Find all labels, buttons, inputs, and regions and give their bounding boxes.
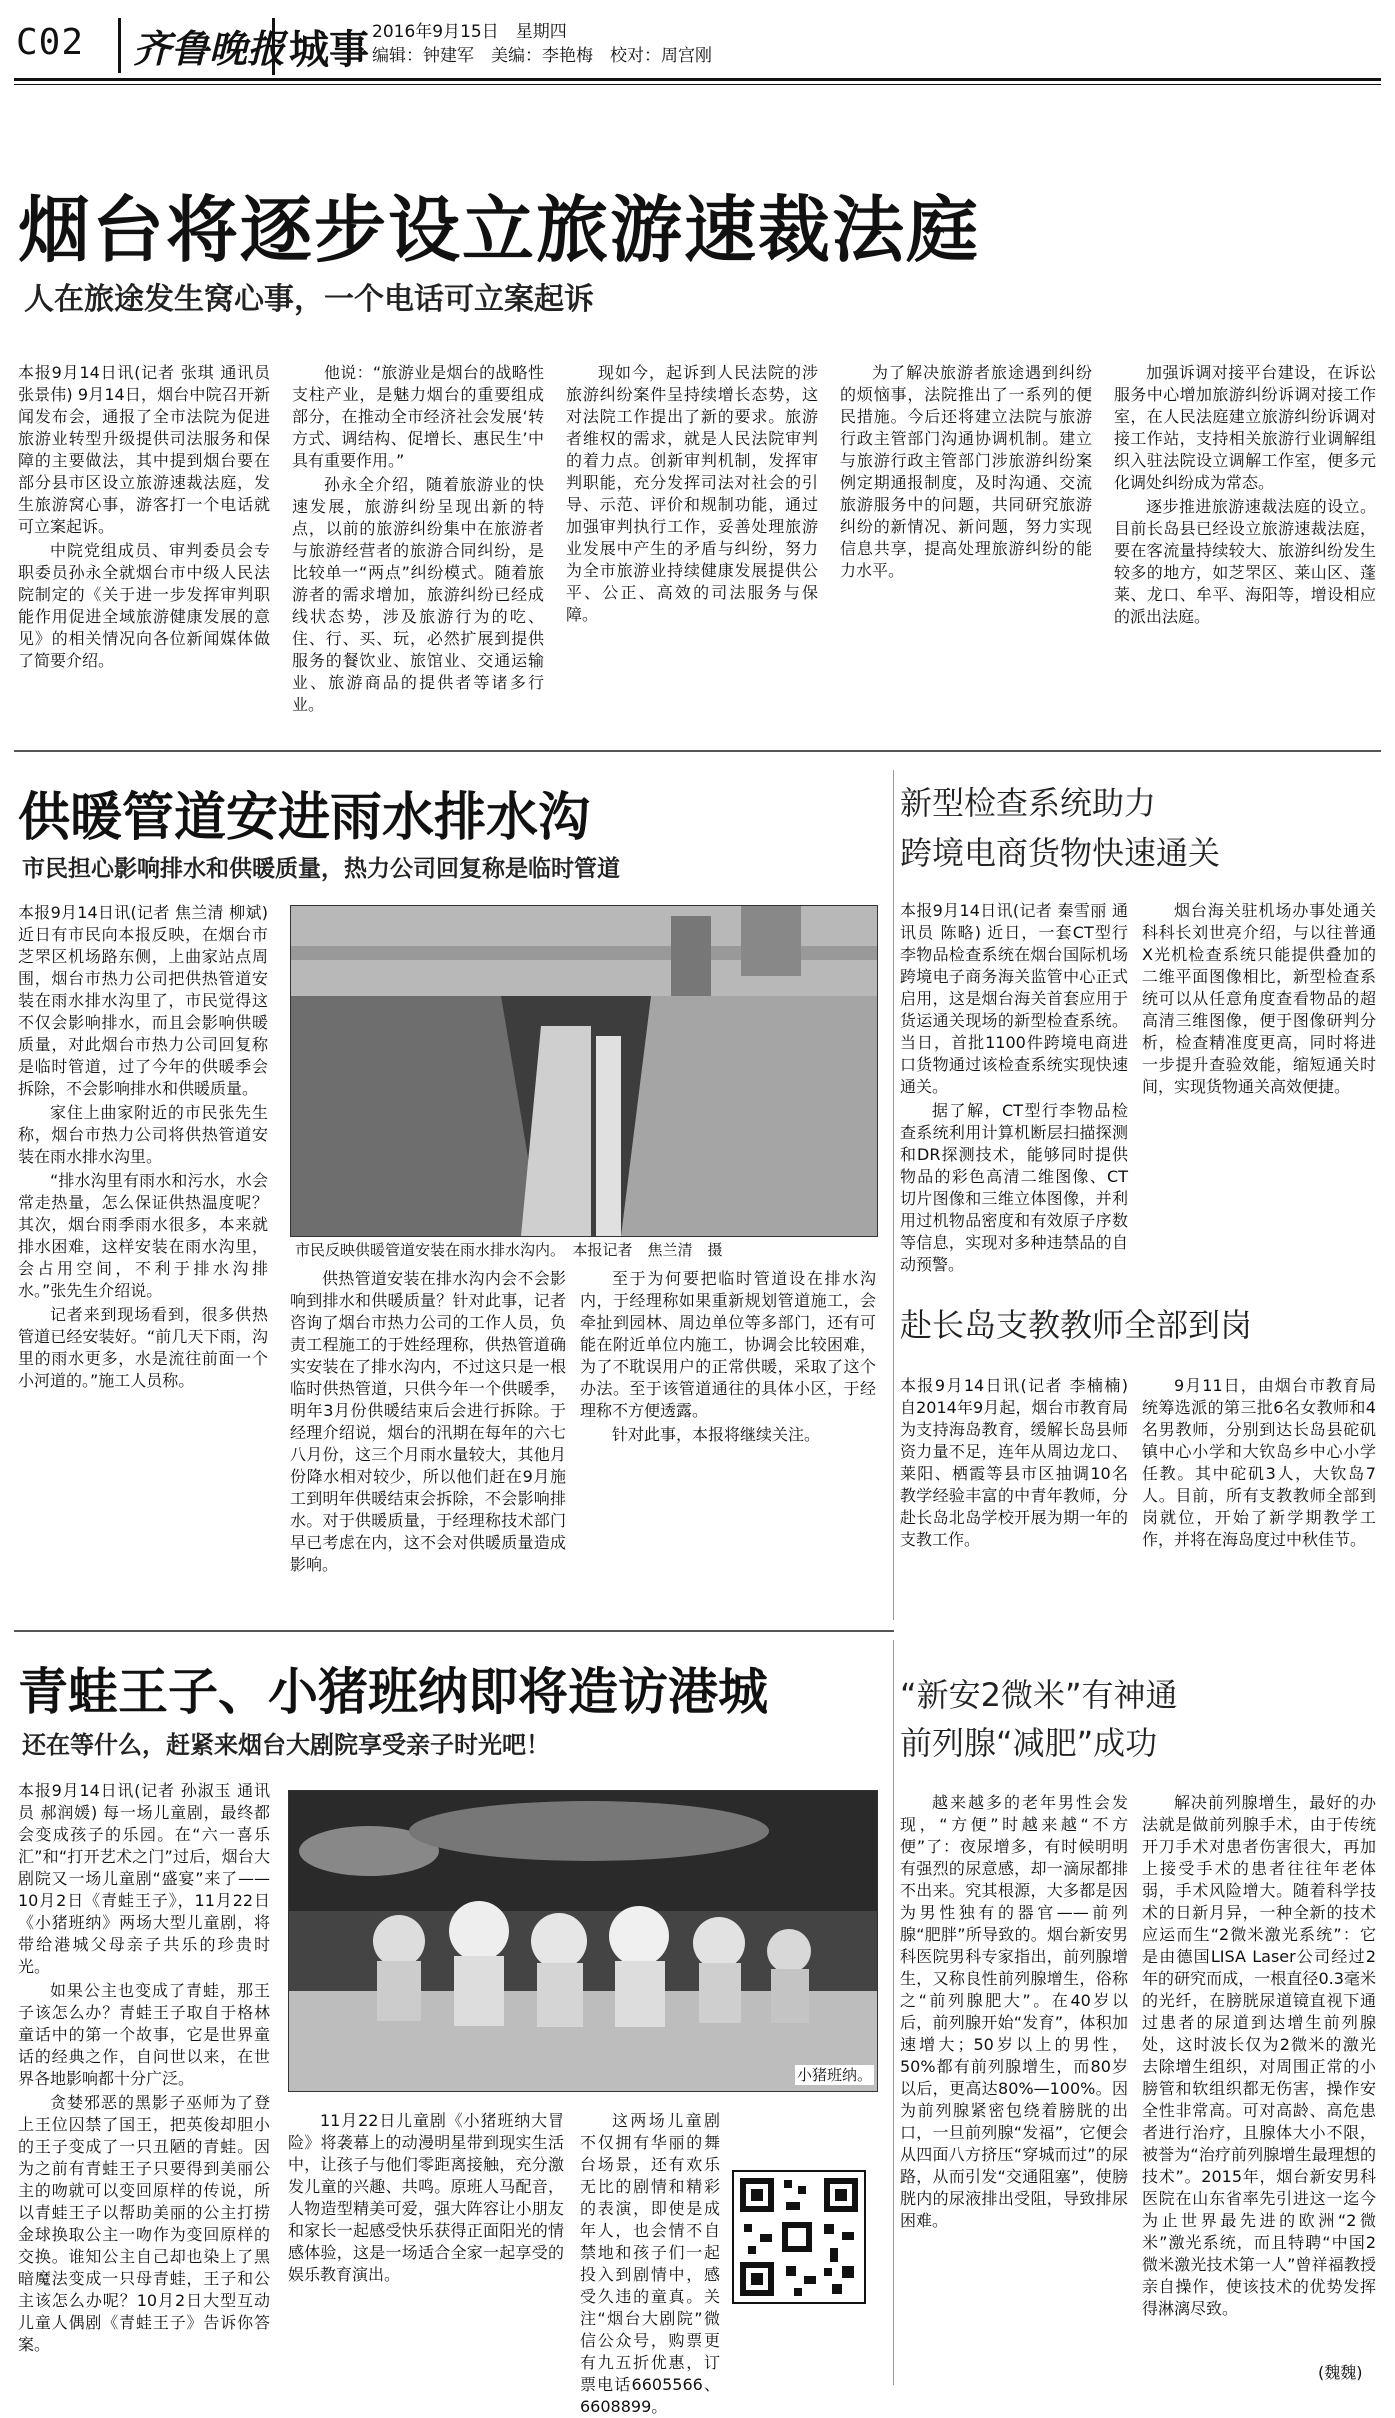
story2-para: 针对此事，本报将继续关注。	[612, 1425, 821, 1444]
story4-col1	[900, 1375, 1128, 1620]
story6-col1	[900, 1792, 1128, 2382]
story1-para: 加强诉调对接平台建设，在诉讼服务中心增加旅游纠纷诉调对接工作室，在人民法庭建立旅游纠纷诉调对接工作站，支持相关旅游行业调解组织入驻法院设立调解工作室，便多元化调处纠纷成为常态。	[1114, 363, 1376, 492]
qr-code-graphic	[734, 2172, 864, 2302]
story1-col2	[292, 362, 544, 732]
story2-para: “排水沟里有雨水和污水，水会常走热量，怎么保证供热温度呢？其次，烟台雨季雨水很多，本来就排水困难，这样安装在雨水沟里，会占用空间，不利于排水沟排水。”张先生介绍说。	[18, 1171, 268, 1300]
pipe-photo-illustration	[291, 906, 877, 1236]
story2-col3	[580, 1268, 876, 1598]
story1-col4	[840, 362, 1092, 732]
story5-para: 这两场儿童剧不仅拥有华丽的舞台场景，还有欢乐无比的剧情和精彩的表演，即使是成年人，也会情不自禁地和孩子们一起投入到剧情中，感受久违的童真。关注“烟台大剧院”微信公众号，购票更有九五折优惠，订票电话6605566、6608899。	[580, 2111, 720, 2416]
header-meta	[372, 20, 712, 68]
story5-para: 本报9月14日讯(记者 孙淑玉 通讯员 郝润媛) 每一场儿童剧，最终都会变成孩子的乐园。在“六一喜乐汇”和“打开艺术之门”过后，烟台大剧院又一场儿童剧“盛宴”来了——10月2日《青蛙王子》，11月22日《小猪班纳》两场大型儿童剧，将带给港城父母亲子共乐的珍贵时光。	[18, 1781, 270, 1976]
story1-col3	[566, 362, 818, 732]
issue-date: 2016年9月15日 星期四	[372, 22, 567, 42]
editor-credits: 编辑：钟建军 美编：李艳梅 校对：周宫刚	[372, 46, 712, 66]
qr-code	[732, 2170, 866, 2304]
story5-title: 青蛙王子、小猪班纳即将造访港城	[18, 1662, 768, 1721]
story2-para: 供热管道安装在排水沟内会不会影响到排水和供暖质量？针对此事，记者咨询了烟台市热力公司的工作人员，负责工程施工的于姓经理称，供热管道确实安装在了排水沟内，不过这只是一根临时供热管道，只供今年一个供暖季，明年3月份供暖结束后会进行拆除。于经理介绍说，烟台的汛期在每年的六七八月份，这三个月雨水量较大，其他月份降水相对较少，所以他们赶在9月施工到明年供暖结束会拆除，不会影响排水。对于供暖质量，于经理称技术部门早已考虑在内，这不会对供暖质量造成影响。	[290, 1269, 566, 1574]
stage-photo-illustration	[289, 1791, 877, 2091]
story5-col3	[580, 2110, 720, 2416]
story6-para: 解决前列腺增生，最好的办法就是做前列腺手术，由于传统开刀手术对患者伤害很大，再加上接受手术的患者往往年老体弱，手术风险增大。随着科学技术的日新月异，一种全新的技术应运而生“2微米激光系统”：它是由德国LISA Laser公司经过2年的研究而成，一根直径0.3毫米的光纤，在膀胱尿道镜直视下通过患者的尿道到达增生前列腺处，这时波长仅为2微米的激光去除增生组织，对周围正常的小膀管和软组织都无伤害，操作安全性非常高。可对高龄、高危患者进行治疗，且腺体大小不限，被誉为“治疗前列腺增生最理想的技术”。2015年，烟台新安男科医院在山东省率先引进这一迄今为止世界最先进的欧洲“2微米”激光系统，而且特聘“中国2微米激光技术第一人”曾祥福教授亲自操作，使该技术的优势发挥得淋漓尽致。	[1142, 1793, 1376, 2318]
story5-para: 如果公主也变成了青蛙，那王子该怎么办？青蛙王子取自于格林童话中的第一个故事，它是世界童话的经典之作，自问世以来，在世界各地影响都十分广泛。	[18, 1981, 270, 2088]
newspaper-logo: 齐鲁晚报	[118, 18, 285, 73]
story4-title: 赴长岛支教教师全部到岗	[900, 1306, 1253, 1344]
story1-col1	[18, 362, 270, 732]
story5-subtitle: 还在等什么，赶紧来烟台大剧院享受亲子时光吧！	[22, 1731, 550, 1759]
story1-subtitle: 人在旅途发生窝心事，一个电话可立案起诉	[24, 282, 594, 317]
story2-title: 供暖管道安进雨水排水沟	[18, 787, 591, 848]
story6-para: 越来越多的老年男性会发现，“方便”时越来越“不方便”了：夜尿增多，有时候明明有强烈的尿意感，却一滴尿都排不出来。究其根源，大多都是因为男性独有的器官——前列腺“肥胖”所导致的。烟台新安男科医院男科专家指出，前列腺增生，又称良性前列腺增生，俗称之“前列腺肥大”。在40岁以后，前列腺开始“发育”，体积加速增大；50岁以上的男性，50%都有前列腺增生，而80岁以后，更高达80%—100%。因为前列腺紧密包绕着膀胱的出口，一旦前列腺“发福”，它便会从四面八方挤压“穿城而过”的尿路，从而引发“交通阻塞”，使膀胱内的尿液排出受阻，导致排尿困难。	[900, 1793, 1128, 2230]
story2-col2	[290, 1268, 566, 1598]
story4-para: 9月11日，由烟台市教育局统筹选派的第三批6名女教师和4名男教师，分别到达长岛县砣矶镇中心小学和大钦岛乡中心小学任教。其中砣矶3人，大钦岛7人。目前，所有支教教师全部到岗就位，开始了新学期教学工作，并将在海岛度过中秋佳节。	[1142, 1376, 1376, 1549]
page-number: C02	[16, 22, 85, 63]
story5-col1	[18, 1780, 270, 2385]
story1-col5	[1114, 362, 1376, 732]
story5-col2	[288, 2110, 564, 2385]
section-divider	[14, 750, 1381, 752]
story6-title-line2: 前列腺“减肥”成功	[900, 1724, 1158, 1762]
story6-byline: (魏魏)	[1318, 2363, 1363, 2382]
story6-title-line1: “新安2微米”有神通	[900, 1676, 1178, 1714]
story5-para: 11月22日儿童剧《小猪班纳大冒险》将袭幕上的动漫明星带到现实生活中，让孩子与他们零距离接触，充分激发儿童的兴趣、共鸣。原班人马配音，人物造型精美可爱，强大阵容让小朋友和家长一起感受快乐获得正面阳光的情感体验，这是一场适合全家一起享受的娱乐教育演出。	[288, 2111, 564, 2284]
story3-title-line2: 跨境电商货物快速通关	[900, 834, 1221, 872]
story3-col1	[900, 900, 1128, 1295]
story1-para: 现如今，起诉到人民法院的涉旅游纠纷案件呈持续增长态势，这对法院工作提出了新的要求。旅游者维权的需求，就是人民法院审判的着力点。创新审判机制，发挥审判职能，充分发挥司法对社会的引导、示范、评价和规制功能，通过加强审判执行工作，妥善处理旅游业发展中产生的矛盾与纠纷，努力为全市旅游业持续健康发展提供公平、公正、高效的司法服务与保障。	[566, 363, 818, 624]
section-name: 城事	[272, 18, 369, 75]
story3-para: 据了解，CT型行李物品检查系统利用计算机断层扫描探测和DR探测技术，能够同时提供物品的彩色高清二维图像、CT切片图像和三维立体图像，并利用过机物品密度和有效原子序数等信息，实现对多种违禁品的自动预警。	[900, 1101, 1128, 1274]
section-divider	[14, 1630, 894, 1632]
story1-title: 烟台将逐步设立旅游速裁法庭	[18, 187, 981, 272]
story2-col1	[18, 902, 268, 1447]
story5-photo-caption: 小猪班纳。	[797, 2066, 873, 2084]
story2-subtitle: 市民担心影响排水和供暖质量，热力公司回复称是临时管道	[22, 856, 620, 882]
story2-photo-caption: 市民反映供暖管道安装在雨水排水沟内。 本报记者 焦兰清 摄	[295, 1241, 723, 1259]
story5-para: 贪婪邪恶的黑影子巫师为了登上王位囚禁了国王，把英俊却胆小的王子变成了一只丑陋的青蛙。因为之前有青蛙王子只要得到美丽公主的吻就可以变回原样的传说，所以青蛙王子以帮助美丽的公主打捞金球换取公主一吻作为变回原样的交换。谁知公主自己却也染上了黑暗魔法变成一只母青蛙，王子和公主该怎么办呢？10月2日大型互动儿童人偶剧《青蛙王子》告诉你答案。	[18, 2093, 270, 2354]
header-rule-thin	[14, 84, 1381, 85]
drainage-pipe-photo	[290, 905, 878, 1237]
story1-para: 孙永全介绍，随着旅游业的快速发展，旅游纠纷呈现出新的特点，以前的旅游纠纷集中在旅游者与旅游经营者的旅游合同纠纷，是比较单一“两点”纠纷模式。随着旅游者的需求增加，旅游纠纷已经成线状态势，涉及旅游行为的吃、住、行、买、玩，必然扩展到提供服务的餐饮业、旅馆业、交通运输业、旅游商品的提供者等诸多行业。	[292, 475, 544, 714]
story4-col2	[1142, 1375, 1376, 1620]
story1-para: 逐步推进旅游速裁法庭的设立。目前长岛县已经设立旅游速裁法庭，要在客流量持续较大、旅游纠纷发生较多的地方，如芝罘区、莱山区、蓬莱、龙口、牟平、海阳等，增设相应的派出法庭。	[1114, 497, 1376, 626]
story1-para: 为了解决旅游者旅途遇到纠纷的烦恼事，法院推出了一系列的便民措施。今后还将建立法院与旅游行政主管部门沟通协调机制。建立与旅游行政主管部门涉旅游纠纷案例定期通报制度，及时沟通、交流旅游服务中的问题，共同研究旅游纠纷的新情况、新问题，努力实现信息共享，提高处理旅游纠纷的能力水平。	[840, 363, 1092, 580]
column-divider	[893, 770, 894, 1620]
story3-col2	[1142, 900, 1376, 1295]
story2-para: 家住上曲家附近的市民张先生称，烟台市热力公司将供热管道安装在雨水排水沟里。	[18, 1103, 268, 1166]
story3-para: 本报9月14日讯(记者 秦雪丽 通讯员 陈略) 近日，一套CT型行李物品检查系统在烟台国际机场跨境电子商务海关监管中心正式启用，这是烟台海关首套应用于货运通关现场的新型检查系统。当日，首批1100件跨境电商进口货物通过该检查系统实现快速通关。	[900, 901, 1128, 1096]
story3-title-line1: 新型检查系统助力	[900, 784, 1157, 822]
story6-col2	[1142, 1792, 1376, 2357]
story3-para: 烟台海关驻机场办事处通关科科长刘世亮介绍，与以往普通X光机检查系统只能提供叠加的二维平面图像相比，新型检查系统可以从任意角度查看物品的超高清三维图像，便于图像研判分析，检查精准度更高，同时将进一步提升查验效能，缩短通关时间，实现货物通关高效便捷。	[1142, 901, 1376, 1096]
story2-para: 本报9月14日讯(记者 焦兰清 柳斌) 近日有市民向本报反映，在烟台市芝罘区机场路东侧，上曲家站点周围，烟台市热力公司把供热管道安装在雨水排水沟里了，市民觉得这不仅会影响排水，而且会影响供暖质量，对此烟台市热力公司回复称是临时管道，过了今年的供暖季会拆除，不会影响排水和供暖质量。	[18, 903, 268, 1098]
story1-para: 本报9月14日讯(记者 张琪 通讯员 张景伟) 9月14日，烟台中院召开新闻发布会，通报了全市法院为促进旅游业转型升级提供司法服务和保障的主要做法，其中提到烟台要在部分县市区设立旅游速裁法庭，发生旅游窝心事，游客打一个电话就可立案起诉。	[18, 363, 270, 536]
column-divider	[893, 1640, 894, 2385]
story1-para: 中院党组成员、审判委员会专职委员孙永全就烟台市中级人民法院制定的《关于进一步发挥审判职能作用促进全域旅游健康发展的意见》的相关情况向各位新闻媒体做了简要介绍。	[18, 541, 270, 670]
story2-para: 记者来到现场看到，很多供热管道已经安装好。“前几天下雨，沟里的雨水更多，水是流往前面一个小河道的。”施工人员称。	[18, 1305, 268, 1390]
story2-para: 至于为何要把临时管道设在排水沟内，于经理称如果重新规划管道施工，会牵扯到园林、周边单位等多部门，还有可能在附近单位内施工，协调会比较困难，为了不耽误用户的正常供暖，采取了这个办法。至于该管道通往的具体小区，于经理称不方便透露。	[580, 1269, 876, 1420]
story4-para: 本报9月14日讯(记者 李楠楠) 自2014年9月起，烟台市教育局为支持海岛教育，缓解长岛县师资力量不足，连年从周边龙口、莱阳、栖霞等县市区抽调10名教学经验丰富的中青年教师，分赴长岛北岛学校开展为期一年的支教工作。	[900, 1376, 1128, 1549]
story1-para: 他说：“旅游业是烟台的战略性支柱产业，是魅力烟台的重要组成部分，在推动全市经济社会发展‘转方式、调结构、促增长、惠民生’中具有重要作用。”	[292, 363, 544, 470]
pig-show-photo	[288, 1790, 878, 2092]
header-rule	[14, 78, 1381, 81]
